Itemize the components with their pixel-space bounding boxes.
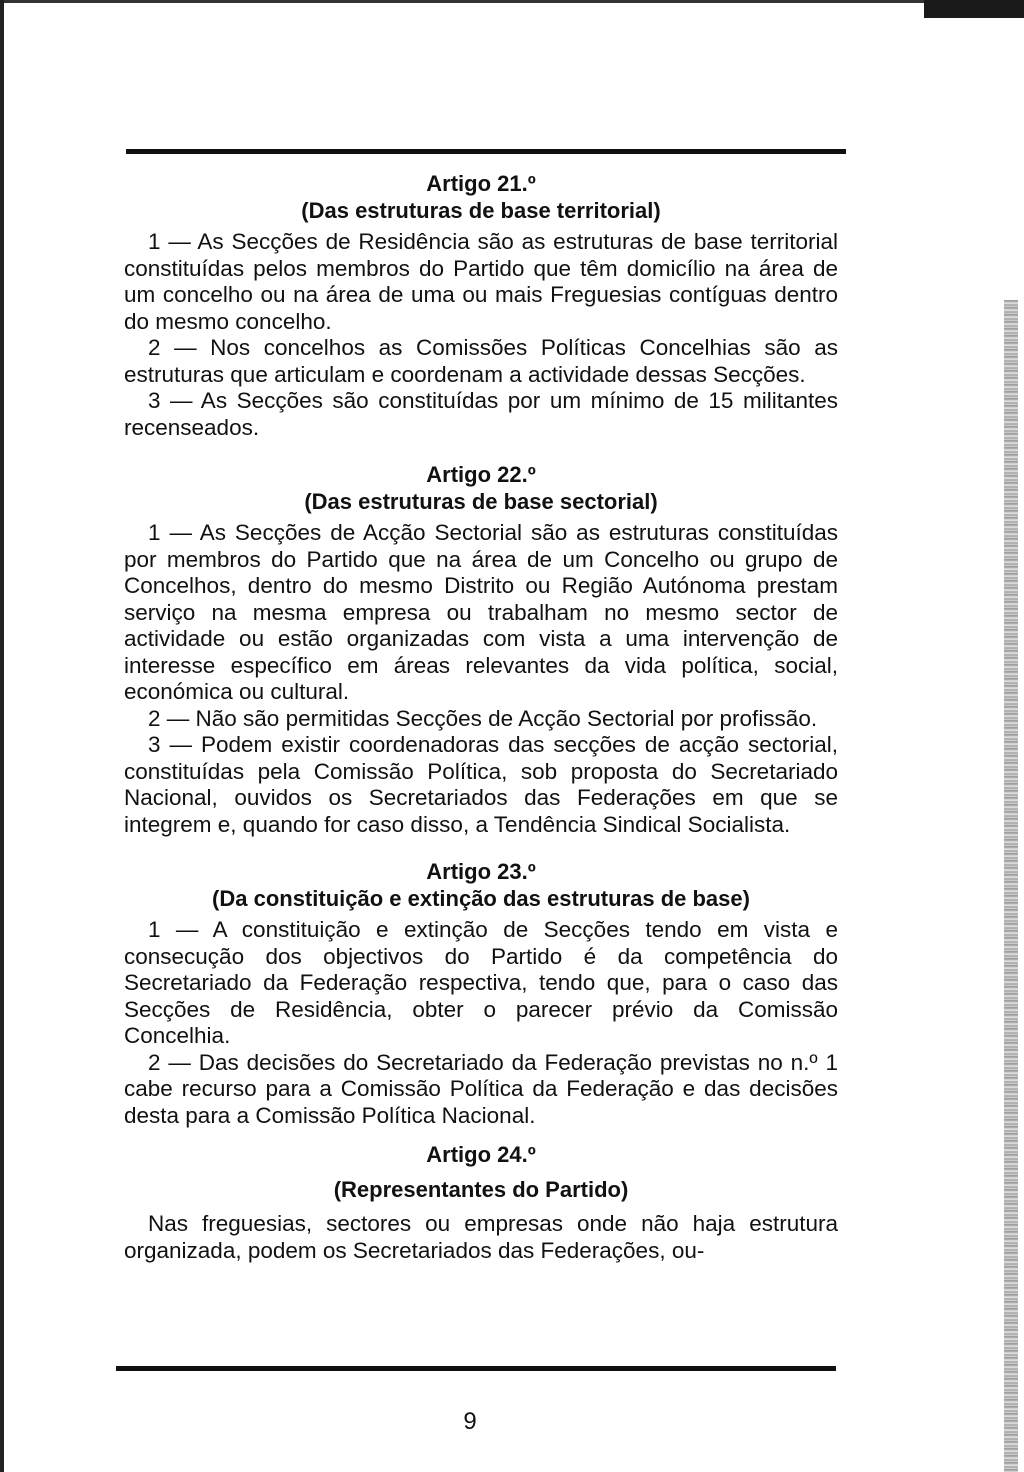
paragraph: 3 — As Secções são constituídas por um mínimo de 15 militantes recenseados. [124,388,838,440]
article-heading: (Da constituição e extinção das estruturas de base) [212,886,750,911]
article-heading: (Representantes do Partido) [333,1177,629,1202]
paragraph: 1 — As Secções de Residência são as estruturas de base territorial constituídas pelos membros do Partido que têm domicílio na área de um concelho ou na área de uma ou mais Freguesias contíguas dentro do mesmo concelho. [124,229,838,334]
scan-edge-right [1004,300,1018,1472]
article-title: Artigo 22.º [426,462,536,487]
bottom-rule [116,1366,836,1371]
article-23 [124,858,838,1129]
article-title: Artigo 24.º [426,1142,536,1167]
article-title: Artigo 23.º [426,859,536,884]
top-rule [126,149,846,154]
page-number: 9 [463,1408,477,1435]
article-21 [124,170,838,441]
paragraph: 2 — Nos concelhos as Comissões Políticas Concelhias são as estruturas que articulam e coordenam a actividade dessas Secções. [124,335,838,387]
article-title: Artigo 21.º [426,171,536,196]
paragraph: 2 — Não são permitidas Secções de Acção Sectorial por profissão. [148,705,818,731]
scan-edge-left [0,0,4,1472]
scan-corner-mark [924,0,1024,18]
paragraph: Nas freguesias, sectores ou empresas onde não haja estrutura organizada, podem os Secretariados das Federações, ou- [124,1211,838,1263]
scan-edge-top [0,0,1024,3]
paragraph: 3 — Podem existir coordenadoras das secções de acção sectorial, constituídas pela Comissão Política, sob proposta do Secretariado Nacional, ouvidos os Secretariados das Federações em que se integrem e, quando for caso disso, a Tendência Sindical Socialista. [124,732,838,837]
paragraph: 1 — A constituição e extinção de Secções tendo em vista e consecução dos objectivos do Partido é da competência do Secretariado da Federação respectiva, tendo que, para o caso das Secções de Residência, obter o parecer prévio da Comissão Concelhia. [124,917,838,1048]
page-body [124,170,838,1264]
paragraph: 2 — Das decisões do Secretariado da Federação previstas no n.º 1 cabe recurso para a Comissão Política da Federação e das decisões desta para a Comissão Política Nacional. [124,1049,838,1128]
article-22 [124,461,838,838]
article-24 [124,1141,838,1264]
article-heading: (Das estruturas de base territorial) [301,198,661,223]
paragraph: 1 — As Secções de Acção Sectorial são as estruturas constituídas por membros do Partido que na área de um Concelho ou grupo de Concelhos, dentro do mesmo Distrito ou Região Autónoma prestam serviço na mesma empresa ou trabalham no mesmo sector de actividade ou estão organizadas com vista a uma intervenção de interesse específico em áreas relevantes da vida política, social, económica ou cultural. [124,520,838,704]
article-heading: (Das estruturas de base sectorial) [304,489,658,514]
